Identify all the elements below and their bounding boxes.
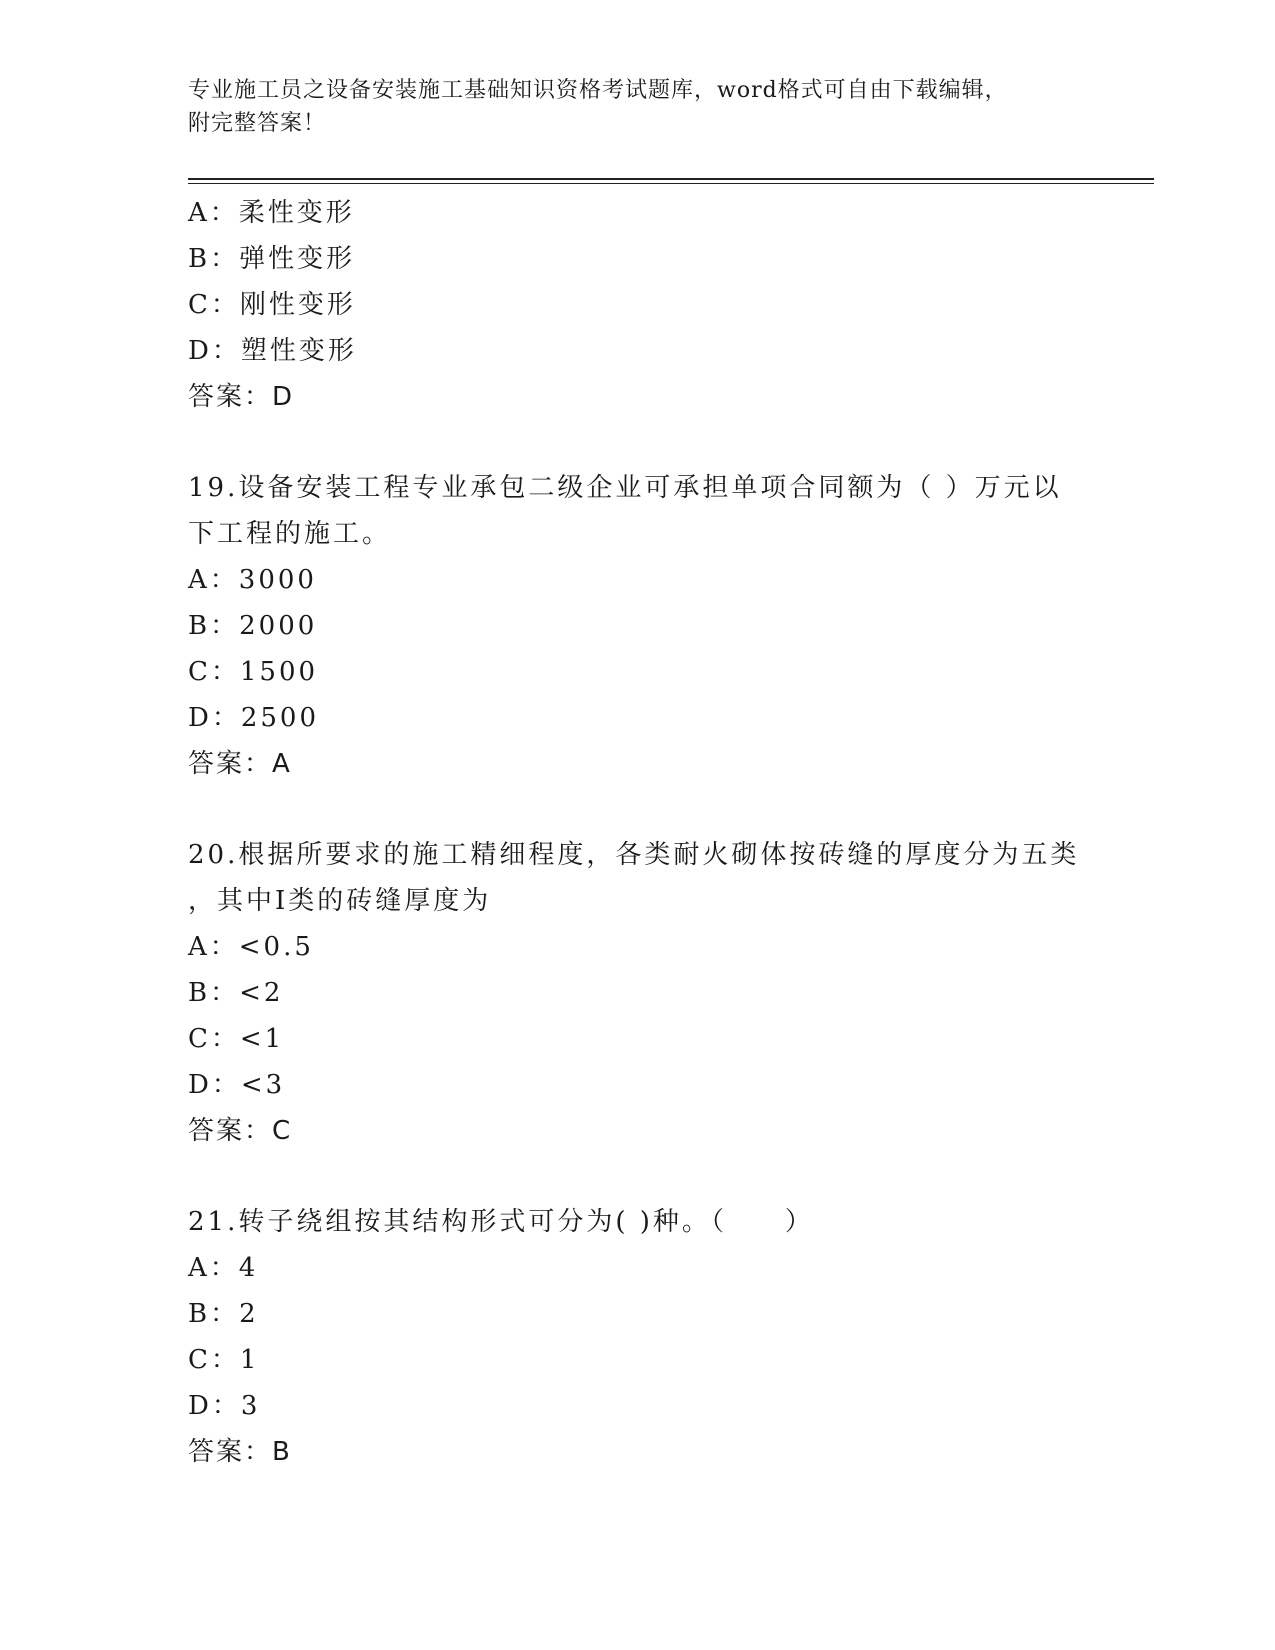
- document-header: [188, 74, 1068, 140]
- question-block-prev: [188, 190, 1148, 420]
- question-text-line-1: 21.转子绕组按其结构形式可分为( )种。（ ）: [188, 1207, 814, 1237]
- option-b: B：2000: [188, 611, 318, 641]
- header-rule-thick: [188, 178, 1154, 180]
- option-a: A：柔性变形: [188, 198, 355, 228]
- answer-line: 答案：B: [188, 1437, 292, 1467]
- option-c: C：1: [188, 1345, 260, 1375]
- option-c: C：1500: [188, 657, 319, 687]
- option-d: D：3: [188, 1391, 261, 1421]
- option-c: C：<1: [188, 1024, 285, 1054]
- option-d: D：<3: [188, 1070, 286, 1100]
- question-block-19: [188, 465, 1148, 787]
- header-rule-thin: [188, 183, 1154, 184]
- question-text-line-2: ，其中Ⅰ类的砖缝厚度为: [188, 886, 492, 916]
- option-a: A：3000: [188, 565, 317, 595]
- option-a: A：4: [188, 1253, 259, 1283]
- option-b: B：弹性变形: [188, 244, 356, 274]
- question-text-line-2: 下工程的施工。: [188, 519, 392, 549]
- option-c: C：刚性变形: [188, 290, 356, 320]
- answer-line: 答案：D: [188, 382, 295, 412]
- option-b: B：2: [188, 1299, 259, 1329]
- option-d: D：2500: [188, 703, 320, 733]
- answer-line: 答案：A: [188, 749, 292, 779]
- question-block-20: [188, 832, 1148, 1154]
- question-list: [188, 190, 1148, 1475]
- header-line-2: 附完整答案！: [188, 111, 327, 136]
- header-line-1: 专业施工员之设备安装施工基础知识资格考试题库，word格式可自由下载编辑，: [188, 78, 1008, 103]
- option-a: A：<0.5: [188, 932, 314, 962]
- option-d: D：塑性变形: [188, 336, 357, 366]
- question-block-21: [188, 1199, 1148, 1475]
- answer-line: 答案：C: [188, 1116, 293, 1146]
- question-text-line-1: 19.设备安装工程专业承包二级企业可承担单项合同额为（ ）万元以: [188, 473, 1062, 503]
- question-text-line-1: 20.根据所要求的施工精细程度，各类耐火砌体按砖缝的厚度分为五类: [188, 840, 1080, 870]
- option-b: B：<2: [188, 978, 284, 1008]
